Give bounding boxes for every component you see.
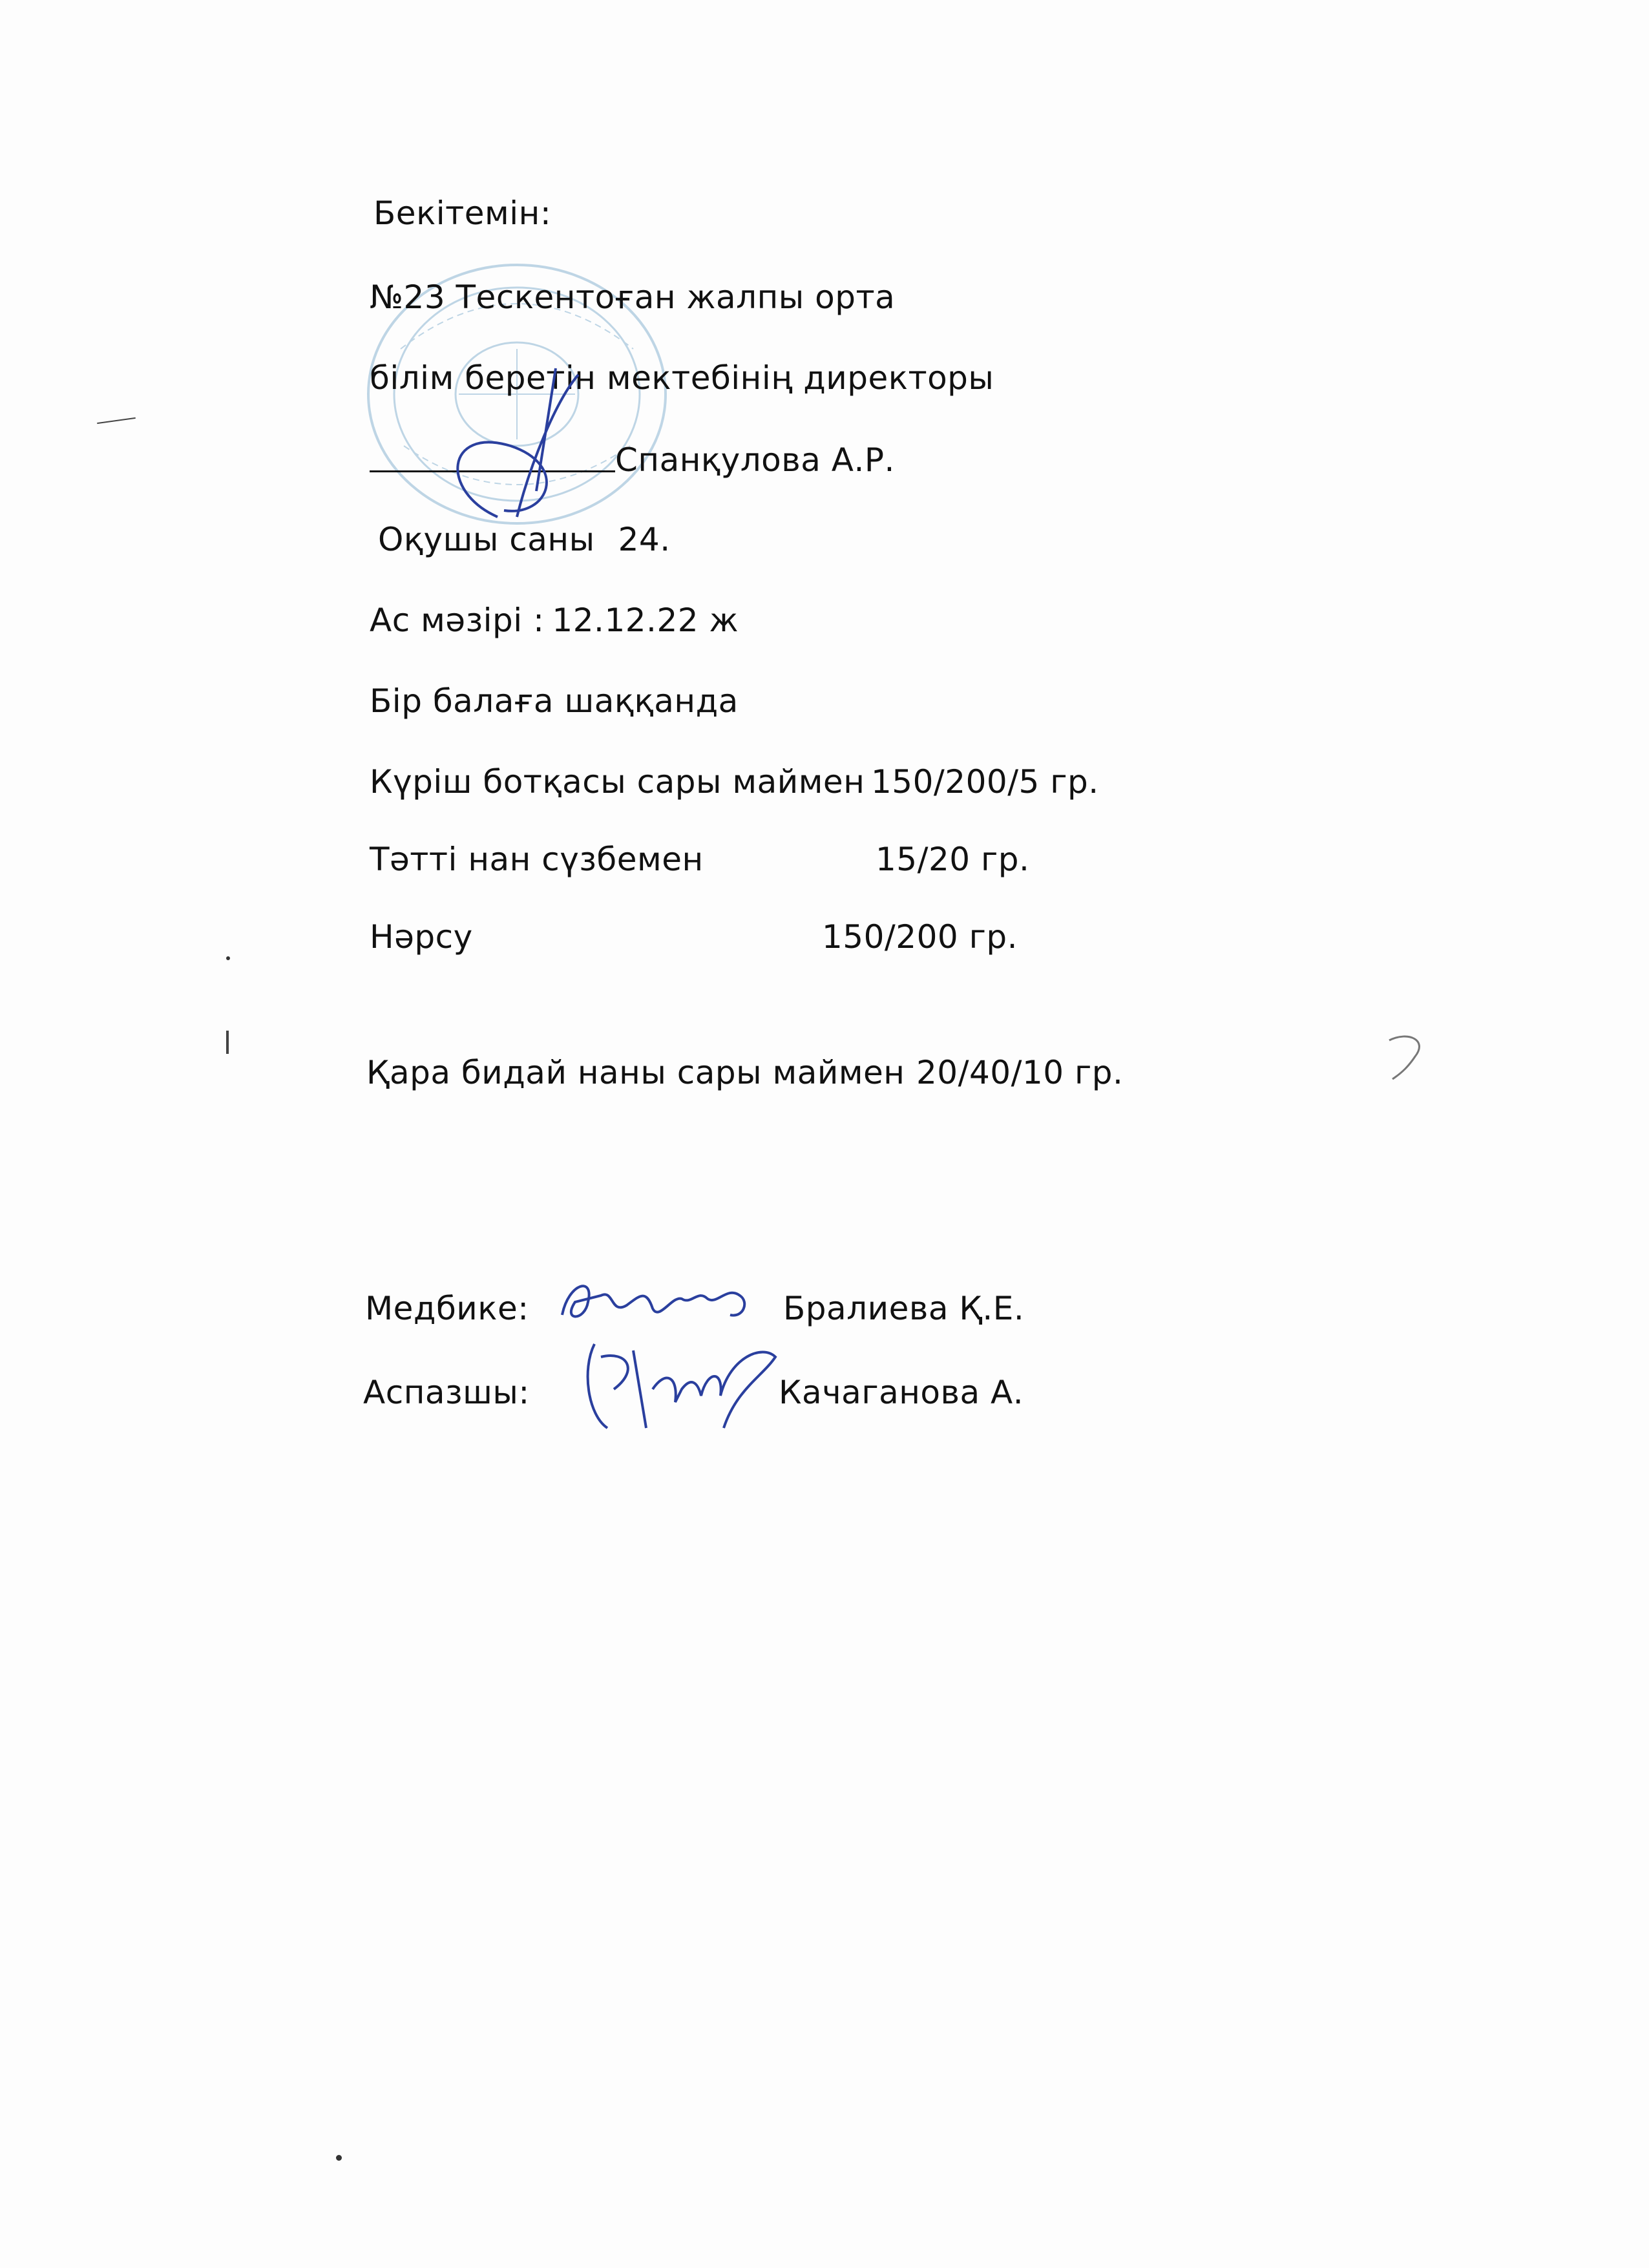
cook-signature: [569, 1331, 788, 1441]
menu-item-name: Тәтті нан сүзбемен: [370, 841, 704, 878]
director-signature: [401, 362, 614, 530]
menu-item-name: Күріш ботқасы сары маймен: [370, 763, 865, 801]
menu-item-portion: 20/40/10 гр.: [916, 1054, 1124, 1091]
students-row: [378, 520, 671, 559]
menu-date: 12.12.22 ж: [552, 602, 739, 639]
nurse-role: Медбике:: [365, 1290, 529, 1327]
cook-role: Аспазшы:: [363, 1374, 530, 1411]
approval-heading: Бекітемін:: [373, 194, 552, 232]
menu-item-portion: 150/200 гр.: [822, 918, 1018, 956]
nurse-signature: [549, 1270, 762, 1341]
scan-mark: [97, 417, 136, 424]
cook-name: Качаганова А.: [779, 1374, 1024, 1411]
menu-label: Ас мәзірі :: [370, 602, 545, 639]
students-count: 24.: [618, 521, 671, 558]
menu-item-portion: 150/200/5 гр.: [871, 763, 1099, 801]
students-label: Оқушы саны: [378, 521, 595, 558]
school-line: №23 Тескентоған жалпы орта: [370, 278, 896, 316]
director-name: Спанқулова А.Р.: [615, 441, 895, 479]
scan-mark: [1383, 1027, 1434, 1086]
scan-speck: [226, 956, 230, 960]
menu-item-name: Нәрсу: [370, 918, 473, 956]
per-child-line: Бір балаға шаққанда: [370, 682, 739, 720]
nurse-name: Бралиева Қ.Е.: [783, 1290, 1025, 1327]
scan-mark: [226, 1031, 229, 1054]
scan-speck: [336, 2155, 342, 2161]
menu-item-portion: 15/20 гр.: [876, 841, 1030, 878]
menu-date-row: [370, 601, 739, 640]
menu-item-name: Қара бидай наны сары маймен: [366, 1054, 905, 1091]
director-line: білім беретін мектебінің директоры: [370, 359, 994, 397]
